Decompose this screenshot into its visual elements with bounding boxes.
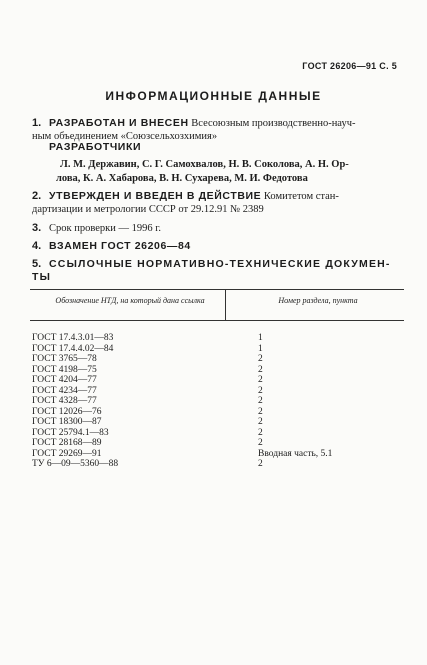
table-cell-document: ГОСТ 12026—76 — [32, 406, 102, 417]
table-header-rule — [30, 320, 404, 321]
table-cell-clause: 2 — [258, 459, 263, 469]
table-cell-document: ГОСТ 3765—78 — [32, 354, 97, 364]
table-cell-document: ГОСТ 4328—77 — [32, 396, 97, 406]
section-2 — [32, 190, 397, 216]
table-row — [32, 459, 332, 470]
table-row — [32, 407, 332, 418]
table-cell-document: ГОСТ 28168—89 — [32, 438, 102, 448]
section-1-line-2: ным объединением «Союзсельхозхимия» — [32, 131, 218, 142]
table-header-document: Обозначение НТД, на который дана ссылка — [55, 296, 205, 305]
table-cell-clause: 2 — [258, 406, 263, 417]
section-1-heading: РАЗРАБОТАН И ВНЕСЕН — [49, 117, 189, 129]
page-header: ГОСТ 26206—91 С. 5 — [302, 61, 397, 71]
table-cell-document: ГОСТ 17.4.3.01—83 — [32, 333, 114, 343]
table-cell-document: ГОСТ 18300—87 — [32, 417, 102, 427]
section-2-heading: УТВЕРЖДЕН И ВВЕДЕН В ДЕЙСТВИЕ — [49, 190, 262, 202]
table-cell-clause: 2 — [258, 438, 263, 448]
table-row — [32, 438, 332, 449]
section-4 — [32, 240, 397, 253]
section-1 — [32, 117, 397, 143]
table-cell-clause: 1 — [258, 333, 263, 343]
section-number: 1. — [32, 117, 42, 129]
developers-heading — [49, 141, 397, 154]
table-row — [32, 354, 332, 365]
table-cell-clause: 1 — [258, 343, 263, 354]
table-cell-clause: 2 — [258, 385, 263, 396]
table-row — [32, 428, 332, 439]
section-number: 3. — [32, 222, 42, 234]
table-cell-clause: 2 — [258, 396, 263, 406]
table-cell-document: ТУ 6—09—5360—88 — [32, 459, 119, 469]
page-title: ИНФОРМАЦИОННЫЕ ДАННЫЕ — [105, 89, 322, 103]
table-cell-document: ГОСТ 25794.1—83 — [32, 427, 109, 438]
section-3-text: Срок проверки — 1996 г. — [49, 223, 161, 234]
table-cell-document: ГОСТ 4198—75 — [32, 364, 97, 375]
section-number: 5. — [32, 258, 42, 270]
section-5-line-1: ССЫЛОЧНЫЕ НОРМАТИВНО-ТЕХНИЧЕСКИЕ ДОКУМЕН- — [49, 258, 391, 270]
table-cell-clause: 2 — [258, 427, 263, 438]
table-cell-clause: 2 — [258, 364, 263, 375]
section-4-text: ВЗАМЕН ГОСТ 26206—84 — [49, 240, 191, 252]
table-cell-document: ГОСТ 17.4.4.02—84 — [32, 343, 114, 354]
section-number: 4. — [32, 240, 42, 252]
section-1-line-1 — [49, 117, 397, 130]
section-2-line-2: дартизации и метрологии СССР от 29.12.91 № 2389 — [32, 204, 264, 215]
section-2-text: Комитетом стан- — [261, 191, 339, 202]
table-top-rule — [30, 289, 404, 290]
table-header-clause: Номер раздела, пункта — [278, 296, 358, 305]
table-row — [32, 333, 332, 344]
table-cell-document: ГОСТ 4204—77 — [32, 375, 97, 385]
table-row — [32, 449, 332, 460]
developers-line-1: Л. М. Державин, С. Г. Самохвалов, Н. В. Соколова, А. Н. Ор- — [60, 159, 349, 170]
section-5 — [32, 258, 397, 284]
table-column-divider — [225, 289, 226, 320]
table-cell-document: ГОСТ 4234—77 — [32, 385, 97, 396]
table-cell-document: ГОСТ 29269—91 — [32, 448, 102, 459]
developers-line-2: лова, К. А. Хабарова, В. Н. Сухарева, М. И. Федотова — [56, 173, 308, 184]
table-cell-clause: 2 — [258, 354, 263, 364]
developers-list — [56, 158, 397, 186]
table-cell-clause: Вводная часть, 5.1 — [258, 448, 333, 459]
table-row — [32, 386, 332, 397]
section-2-line-1 — [49, 190, 397, 203]
reference-table-body — [32, 333, 332, 470]
section-1-text: Всесоюзным производственно-науч- — [188, 118, 356, 129]
section-number: 2. — [32, 190, 42, 202]
table-row — [32, 344, 332, 355]
table-row — [32, 396, 332, 407]
developers-heading-text: РАЗРАБОТЧИКИ — [49, 141, 142, 153]
section-3 — [32, 222, 397, 235]
table-row — [32, 417, 332, 428]
table-row — [32, 365, 332, 376]
table-cell-clause: 2 — [258, 375, 263, 385]
table-cell-clause: 2 — [258, 417, 263, 427]
section-5-line-2: ТЫ — [32, 271, 52, 283]
table-row — [32, 375, 332, 386]
